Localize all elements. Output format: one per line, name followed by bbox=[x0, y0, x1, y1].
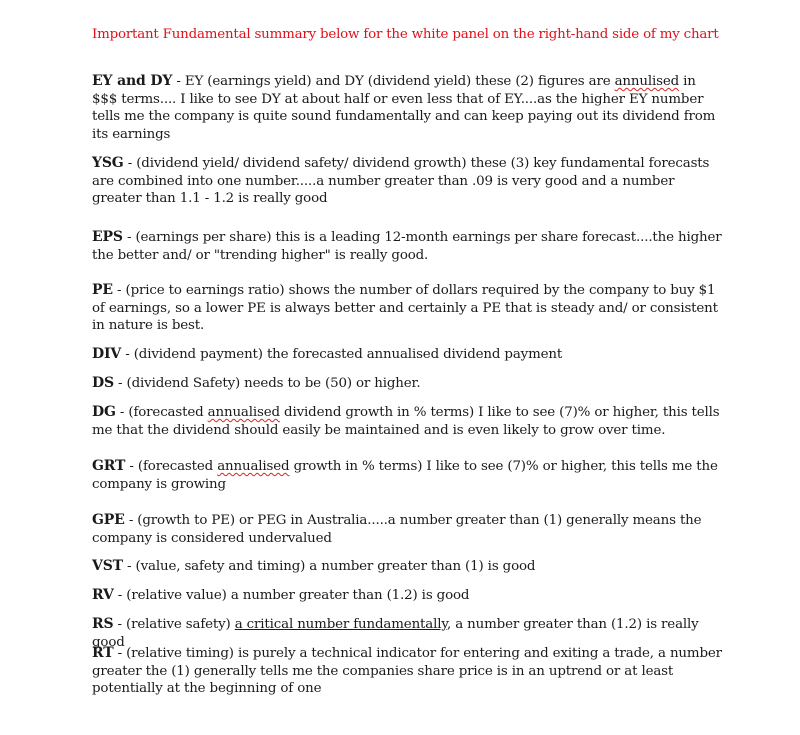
term-label: GPE bbox=[92, 512, 125, 528]
term-label: PE bbox=[92, 282, 113, 298]
paragraph-eps bbox=[92, 229, 722, 264]
description-text: - (forecasted bbox=[125, 459, 218, 474]
paragraph-grt bbox=[92, 458, 722, 493]
description-text: - (relative safety) bbox=[113, 617, 235, 632]
term-label: VST bbox=[92, 558, 123, 574]
term-label: RS bbox=[92, 616, 114, 632]
description-text: - EY (earnings yield) and DY (dividend yield) these (2) figures are bbox=[172, 74, 615, 89]
spelling-flagged-word: annualised bbox=[207, 405, 280, 420]
description-text: - (dividend Safety) needs to be (50) or higher. bbox=[113, 376, 421, 391]
description-text: - (relative value) a number greater than (1.2) is good bbox=[113, 588, 470, 603]
term-label: GRT bbox=[92, 458, 126, 474]
term-label: RT bbox=[92, 645, 114, 661]
description-text: - (dividend yield/ dividend safety/ dividend growth) these (3) key fundamental forecasts are combined into one number.....a number greater than .09 is very good and a number greater than 1.1 - 1.2 is really good bbox=[92, 156, 710, 207]
description-text: dividend growth in % terms) I like to see (7)% or higher, this tells me that the dividend should easily be maintained and is even likely to grow over time. bbox=[92, 405, 720, 438]
term-label: RV bbox=[92, 587, 114, 603]
spelling-flagged-word: annulised bbox=[614, 74, 680, 89]
paragraph-pe bbox=[92, 282, 722, 335]
description-text: - (relative timing) is purely a technical indicator for entering and exiting a trade, a number greater the (1) generally tells me the companies share price is in an uptrend or at least potentially at the beginning of one bbox=[92, 646, 722, 697]
paragraph-rv bbox=[92, 587, 722, 605]
term-label: DS bbox=[92, 375, 114, 391]
underlined-text: a critical number fundamentally bbox=[234, 617, 448, 632]
description-text: in $$$ terms.... I like to see DY at about half or even less that of EY....as the higher EY number tells me the company is quite sound fundamentally and can keep paying out its dividend from its earnings bbox=[92, 74, 716, 142]
paragraph-ey-dy bbox=[92, 73, 722, 143]
term-label: EY and DY bbox=[92, 73, 173, 89]
description-text: - (dividend payment) the forecasted annualised dividend payment bbox=[121, 347, 563, 362]
description-text: - (earnings per share) this is a leading 12-month earnings per share forecast....the higher the better and/ or "trending higher" is really good. bbox=[92, 230, 722, 263]
document-heading: Important Fundamental summary below for the white panel on the right-hand side of my chart bbox=[92, 27, 719, 42]
term-label: EPS bbox=[92, 229, 123, 245]
description-text: - (price to earnings ratio) shows the number of dollars required by the company to buy $1 of earnings, so a lower PE is always better and certainly a PE that is steady and/ or consistent in nature is best. bbox=[92, 283, 718, 334]
paragraph-div bbox=[92, 346, 722, 364]
paragraph-dg bbox=[92, 404, 722, 439]
paragraph-rt bbox=[92, 645, 722, 698]
paragraph-vst bbox=[92, 558, 722, 576]
spelling-flagged-word: annualised bbox=[217, 459, 290, 474]
term-label: DIV bbox=[92, 346, 122, 362]
paragraph-ysg bbox=[92, 155, 722, 208]
paragraph-gpe bbox=[92, 512, 722, 547]
description-text: growth in % terms) I like to see (7)% or higher, this tells me the company is growing bbox=[92, 459, 718, 492]
term-label: DG bbox=[92, 404, 116, 420]
description-text: - (forecasted bbox=[115, 405, 208, 420]
paragraph-ds bbox=[92, 375, 722, 393]
description-text: , a number greater than (1.2) is really good bbox=[92, 617, 699, 650]
description-text: - (value, safety and timing) a number greater than (1) is good bbox=[122, 559, 536, 574]
description-text: - (growth to PE) or PEG in Australia.....a number greater than (1) generally means the company is considered undervalued bbox=[92, 513, 702, 546]
term-label: YSG bbox=[92, 155, 124, 171]
